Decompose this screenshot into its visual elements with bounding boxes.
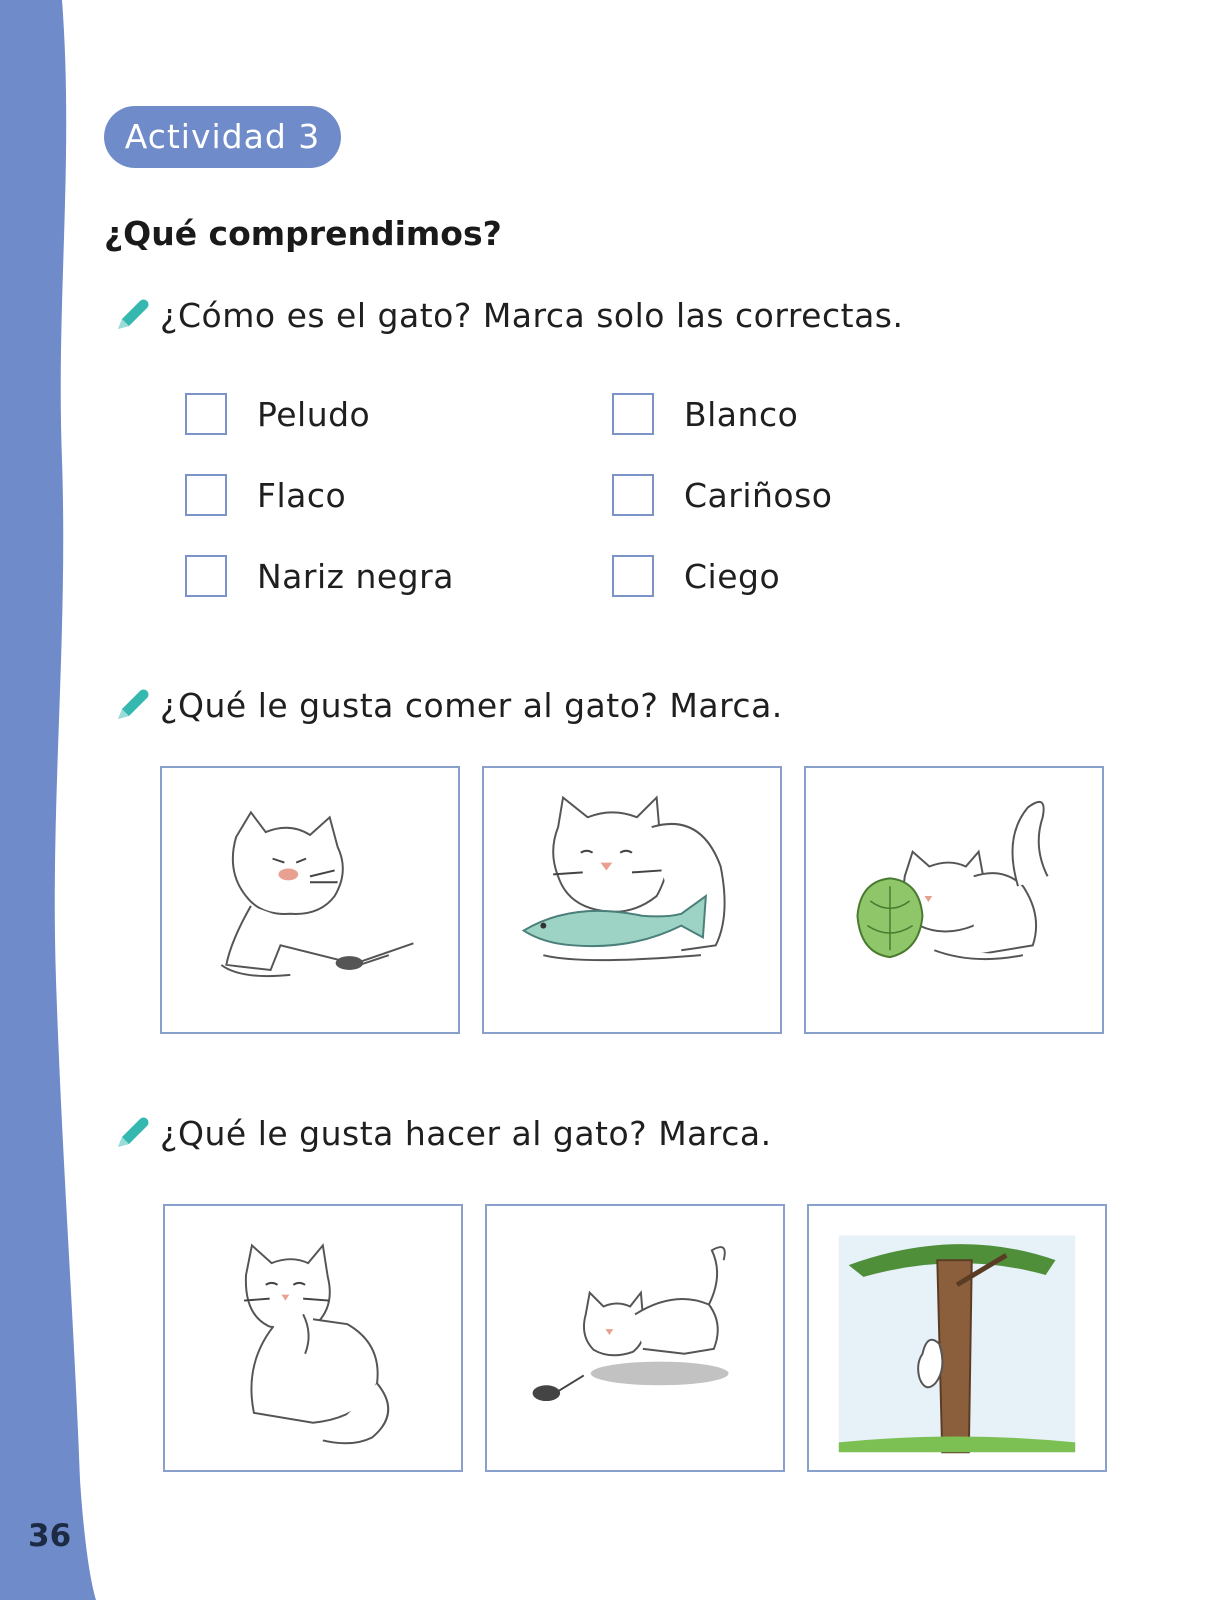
page-number: 36 [28,1518,72,1554]
cat-with-mouse-illustration [162,768,458,1032]
card-cat-chasing-mouse[interactable] [485,1204,785,1472]
option-carinoso[interactable] [612,471,833,519]
question-1-text: ¿Cómo es el gato? Marca solo las correctas. [160,295,904,335]
question-2 [112,680,783,730]
card-cat-climbing-tree[interactable] [807,1204,1107,1472]
option-label: Nariz negra [257,556,454,596]
checkbox[interactable] [185,555,227,597]
checkbox[interactable] [185,393,227,435]
question-2-text: ¿Qué le gusta comer al gato? Marca. [160,685,783,725]
pencil-icon [112,685,152,725]
option-ciego[interactable] [612,552,780,600]
option-label: Flaco [257,475,347,515]
card-cat-eating-fish[interactable] [482,766,782,1034]
option-label: Cariñoso [684,475,833,515]
card-cat-grooming[interactable] [163,1204,463,1472]
option-label: Peludo [257,394,371,434]
option-flaco[interactable] [185,471,346,519]
question-3-text: ¿Qué le gusta hacer al gato? Marca. [160,1113,772,1153]
option-nariz-negra[interactable] [185,552,454,600]
pencil-icon [112,295,152,335]
cat-with-fish-illustration [484,768,780,1032]
cat-chasing-mouse-illustration [487,1206,783,1470]
card-cat-eating-mouse[interactable] [160,766,460,1034]
option-label: Ciego [684,556,781,596]
cat-with-lettuce-illustration [806,768,1102,1032]
checkbox[interactable] [612,393,654,435]
checkbox[interactable] [612,555,654,597]
card-cat-eating-lettuce[interactable] [804,766,1104,1034]
side-band [0,0,110,1600]
section-title: ¿Qué comprendimos? [104,214,502,253]
activity-badge: Actividad 3 [104,106,341,168]
question-3 [112,1108,772,1158]
cat-grooming-illustration [165,1206,461,1470]
option-label: Blanco [684,394,799,434]
cat-climbing-tree-illustration [809,1206,1105,1470]
question-1 [112,290,903,340]
checkbox[interactable] [185,474,227,516]
checkbox[interactable] [612,474,654,516]
option-blanco[interactable] [612,390,798,438]
pencil-icon [112,1113,152,1153]
option-peludo[interactable] [185,390,370,438]
